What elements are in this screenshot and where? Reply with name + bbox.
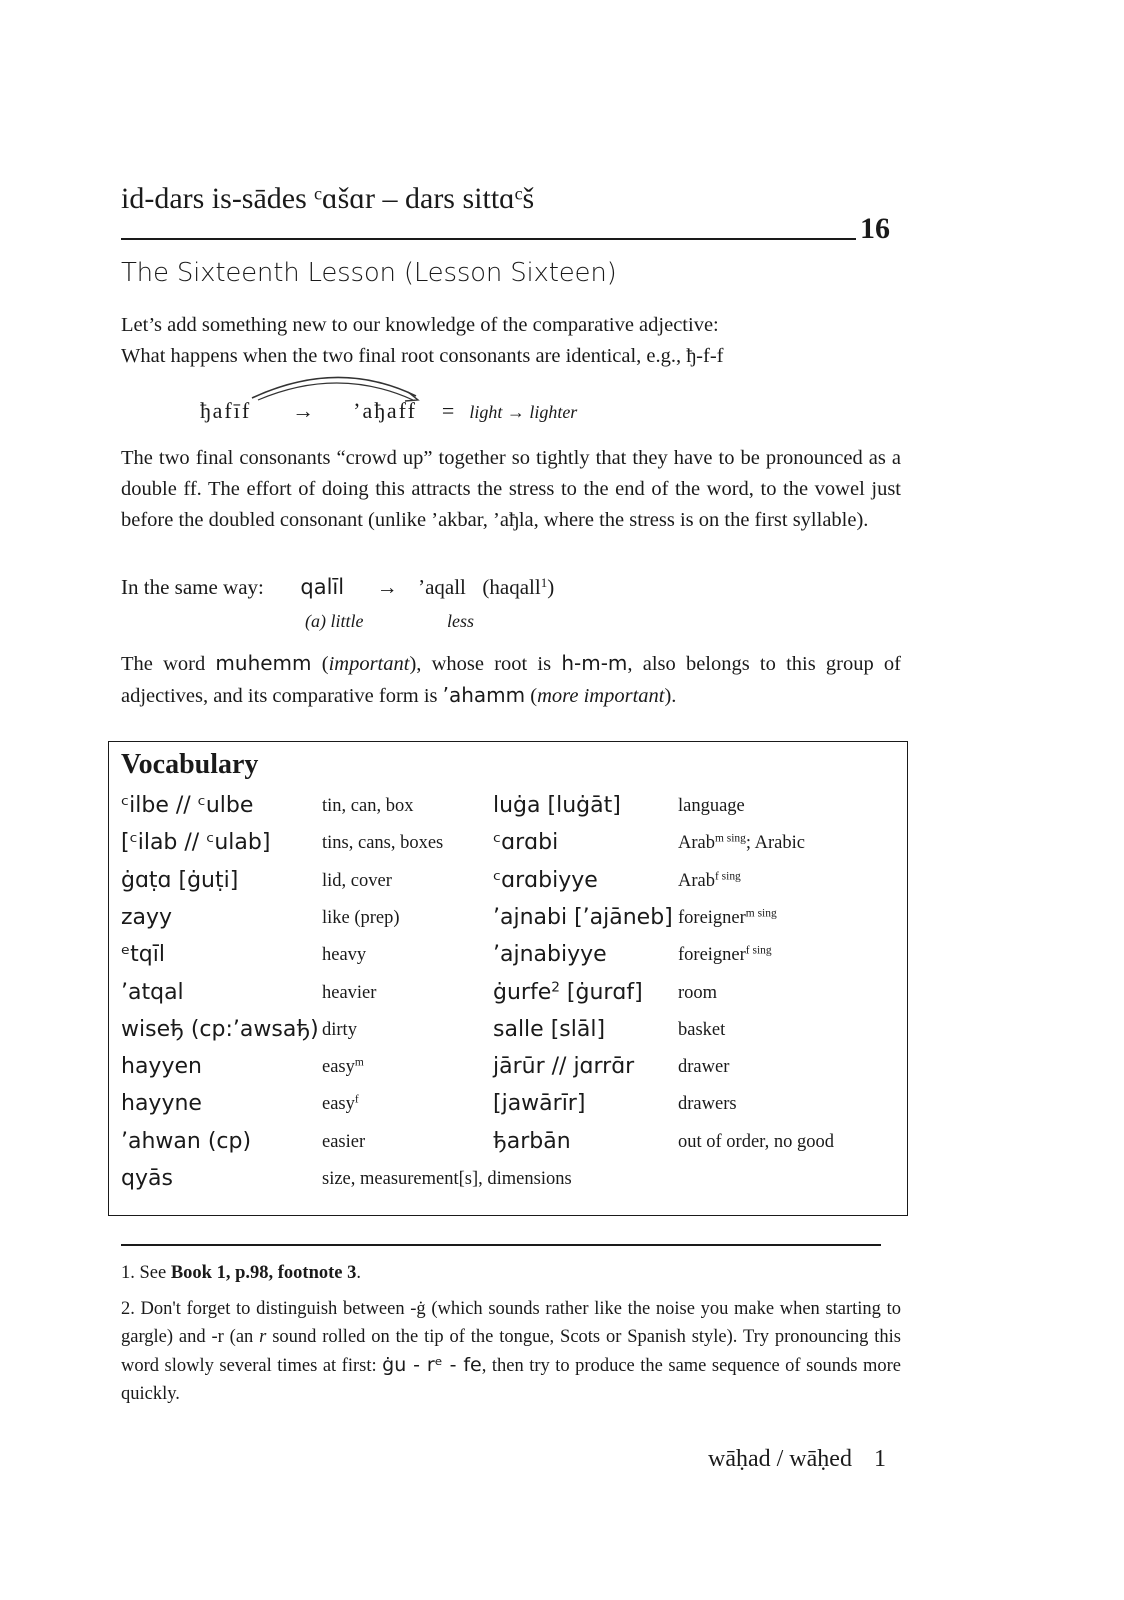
arrow-icon: →	[292, 398, 315, 423]
vocab-gloss-right: out of order, no good	[678, 1132, 834, 1152]
vocab-gloss-right: basket	[678, 1020, 726, 1040]
vocab-gloss-left: tins, cans, boxes	[322, 833, 444, 853]
vocab-term-left: ᶜilbe // ᶜulbe	[121, 793, 254, 818]
vocab-gloss-left: heavier	[322, 983, 377, 1003]
vocab-term-right: salle [slāl]	[493, 1017, 606, 1042]
same-way-alt: (haqall$^1$)	[482, 574, 555, 599]
vocab-gloss-left: dirty	[322, 1020, 357, 1040]
page-subtitle: The Sixteenth Lesson (Lesson Sixteen)	[121, 258, 617, 288]
example-row	[200, 398, 577, 424]
vocab-gloss-right: room	[678, 983, 718, 1003]
vocab-term-right: ’ajnabiyye	[493, 942, 607, 967]
vocab-term-right: [jawārīr]	[493, 1091, 586, 1116]
vocab-term-right: ġurfe$^2$ [ġurɑf]	[493, 979, 643, 1005]
vocab-term-left: ’atqal	[121, 980, 184, 1005]
page-footer	[708, 1446, 886, 1473]
vocab-term-right: ’ajnabi [’ajāneb]	[493, 905, 673, 930]
vocab-term-right: luġa [luġāt]	[493, 793, 621, 818]
footnote-rule	[121, 1244, 881, 1246]
vocab-term-left: zayy	[121, 905, 173, 930]
footnote-1-reference: Book 1, p.98, footnote 3	[170, 1263, 357, 1283]
arrow-icon: →	[376, 575, 398, 599]
vocab-gloss-right: foreigner$^{f sing}$	[678, 944, 772, 965]
vocab-gloss-left: lid, cover	[322, 871, 392, 891]
vocab-gloss-left: heavy	[322, 945, 367, 965]
same-way-comparative: ’aqall	[418, 575, 466, 599]
same-way-gloss-word: (a) little	[305, 611, 364, 631]
same-way-row	[121, 575, 554, 600]
same-way-label: In the same way:	[121, 575, 264, 599]
title-rule	[121, 238, 856, 240]
vocab-term-left: ġɑṭɑ [ġuṭi]	[121, 868, 239, 893]
vocab-gloss-right: Arab$^{f sing}$	[678, 870, 741, 891]
vocab-gloss-right: drawer	[678, 1057, 730, 1077]
vocab-gloss-left: tin, can, box	[322, 796, 414, 816]
chapter-number: 16	[860, 212, 890, 245]
equals-sign: =	[441, 398, 455, 423]
vocab-term-right: ᶜɑrɑbi	[493, 830, 559, 855]
intro-line-2: What happens when the two final root consonants are identical, e.g., ђ-f-f	[121, 345, 724, 367]
footnote-1: 1. See Book 1, p.98, footnote 3.	[121, 1263, 361, 1283]
vocab-gloss-left: easier	[322, 1132, 366, 1152]
vocab-gloss-left: like (prep)	[322, 908, 400, 928]
vocab-gloss-right: foreigner$^{m sing}$	[678, 907, 777, 928]
intro-line-1: Let’s add something new to our knowledge of the comparative adjective:	[121, 314, 719, 336]
explanation-paragraph: The two final consonants “crowd up” together so tightly that they have to be pronounced as a double ff. The effort of doing this attracts the stress to the end of the word, to the vowel just before the doubled consonant (unlike ’akbar, ’aђla, where the stress is on the first syllable).	[121, 447, 901, 531]
example-comparative: ’aђaff	[353, 398, 417, 423]
page-number: 1	[873, 1446, 886, 1472]
muhemm-paragraph: The word muhemm (important), whose root is h-m-m, also belongs to this group of adjectives, and its comparative form is ’ahamm (more important).	[121, 651, 902, 707]
vocab-gloss-left: size, measurement[s], dimensions	[322, 1169, 572, 1189]
vocab-term-right: jārūr // jɑrrɑ̄r	[493, 1054, 635, 1079]
vocab-term-left: hayyne	[121, 1091, 202, 1116]
example-gloss: light → lighter	[469, 402, 578, 422]
same-way-word: qalīl	[300, 575, 345, 599]
chapter-title: id-dars is-sādes ᶜɑšɑr – dars sittɑᶜš	[121, 182, 535, 215]
vocab-gloss-right: language	[678, 796, 745, 816]
footnote-ref-1[interactable]: 1	[540, 574, 548, 590]
intro-paragraph	[121, 310, 901, 372]
vocabulary-title: Vocabulary	[121, 749, 259, 780]
vocab-term-left: qyās	[121, 1166, 173, 1191]
vocab-term-right: ᶜɑrɑbiyye	[493, 868, 598, 893]
vocab-term-left: ᵉtqīl	[121, 942, 165, 967]
footnote-2: 2. Don't forget to distinguish between -ġ (which sounds rather like the noise you make when starting to gargle) and -r (an r sound rolled on the tip of the tongue, Scots or Spanish style). Try pronouncing this word slowly several times at first: ġu - rᵉ - fe, then try to produce the same sequence of sounds more quickly.	[121, 1299, 902, 1404]
vocab-term-left: ’ahwan (cp)	[121, 1129, 252, 1154]
vocab-gloss-left: easy$^f$	[322, 1093, 359, 1114]
vocab-gloss-right: Arab$^{m sing}$; Arabic	[678, 832, 805, 853]
vocab-term-left: [ᶜilab // ᶜulab]	[121, 830, 271, 855]
vocab-term-right: ђarbān	[493, 1129, 571, 1154]
vocab-term-left: wiseђ (cp:’awsaђ)	[121, 1017, 319, 1042]
footer-text: wāḥad / wāḥed	[708, 1446, 852, 1472]
vocab-gloss-left: easy$^m$	[322, 1056, 364, 1077]
same-way-gloss-comp: less	[447, 611, 474, 631]
footnote-ref-2[interactable]: 2	[551, 979, 560, 996]
example-word: ђafīf	[200, 398, 252, 423]
vocab-gloss-right: drawers	[678, 1094, 737, 1114]
vocab-term-left: hayyen	[121, 1054, 202, 1079]
